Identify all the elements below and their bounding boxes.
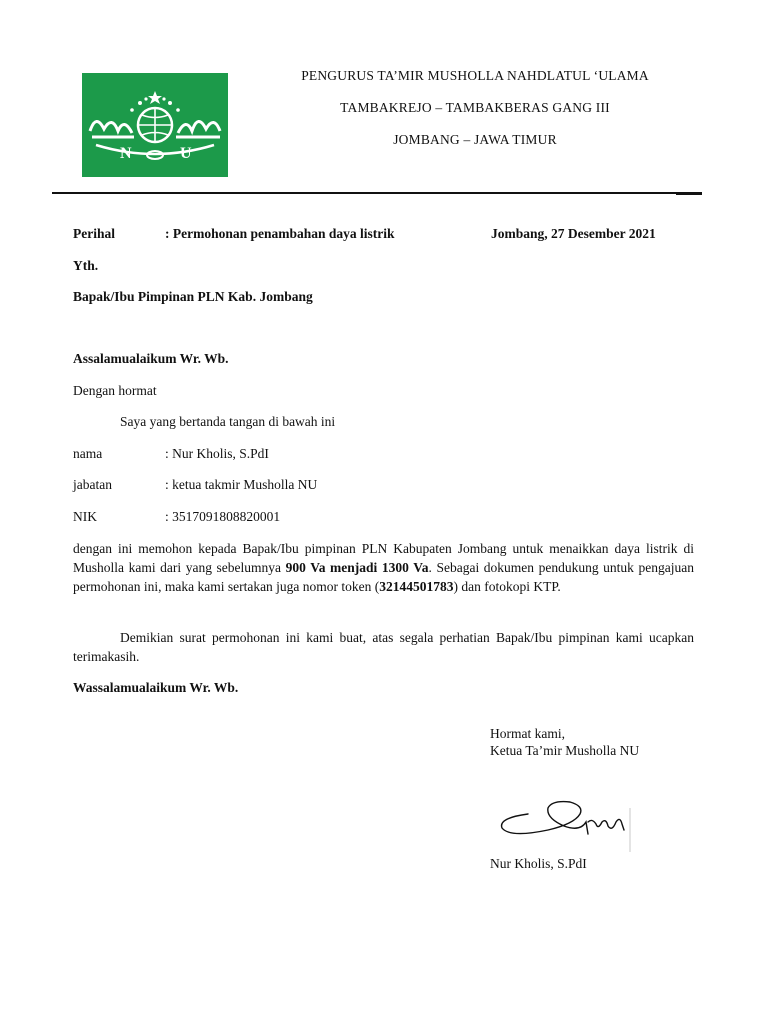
perihal-value: : Permohonan penambahan daya listrik	[165, 226, 395, 241]
field-label-nama: nama	[73, 446, 103, 461]
signer-name: Nur Kholis, S.PdI	[490, 856, 587, 871]
power-change-highlight: 900 Va menjadi 1300 Va	[285, 560, 429, 575]
place-date: Jombang, 27 Desember 2021	[491, 226, 656, 241]
header-divider-thin	[676, 194, 702, 195]
body-paragraph-2: Demikian surat permohonan ini kami buat, atas segala perhatian Bapak/Ibu pimpinan kami ucapkan terimakasih.	[73, 630, 694, 664]
recipient: Bapak/Ibu Pimpinan PLN Kab. Jombang	[73, 289, 313, 304]
field-value-jabatan: : ketua takmir Musholla NU	[165, 477, 318, 492]
intro: Saya yang bertanda tangan di bawah ini	[120, 414, 336, 429]
greeting: Assalamualaikum Wr. Wb.	[73, 351, 229, 366]
signature-image	[488, 778, 634, 854]
header-line-1: PENGURUS TA’MIR MUSHOLLA NAHDLATUL ‘ULAMA	[301, 68, 649, 83]
body-paragraph-1	[73, 539, 694, 596]
token-number: 32144501783	[379, 579, 454, 594]
field-value-nik: : 3517091808820001	[165, 509, 281, 524]
closing-greeting: Wassalamualaikum Wr. Wb.	[73, 680, 239, 695]
field-value-nama: : Nur Kholis, S.PdI	[165, 446, 269, 461]
field-label-nik: NIK	[73, 509, 97, 524]
body-text-1c: . Sebagai dokumen pendukung untuk pengajuan permohonan ini, maka kami sertakan juga nomor token (	[73, 560, 694, 594]
header-line-3: JOMBANG – JAWA TIMUR	[393, 132, 557, 147]
nu-emblem-icon	[82, 73, 228, 177]
perihal-label: Perihal	[73, 226, 115, 241]
body-text-1e: ) dan fotokopi KTP.	[453, 579, 561, 594]
opening: Dengan hormat	[73, 383, 157, 398]
header-line-2: TAMBAKREJO – TAMBAKBERAS GANG III	[340, 100, 610, 115]
closing-line-2: Ketua Ta’mir Musholla NU	[490, 743, 640, 758]
field-label-jabatan: jabatan	[73, 477, 112, 492]
header-divider	[52, 192, 702, 194]
body-text-1a: dengan ini memohon kepada Bapak/Ibu pimpinan PLN Kabupaten Jombang untuk menaikkan daya listrik di Musholla kami dari yang sebelumnya	[73, 541, 694, 575]
logo-letter-n: N	[120, 145, 132, 162]
closing-line-1: Hormat kami,	[490, 726, 565, 741]
logo-letter-u: U	[180, 145, 192, 162]
yth: Yth.	[73, 258, 99, 273]
